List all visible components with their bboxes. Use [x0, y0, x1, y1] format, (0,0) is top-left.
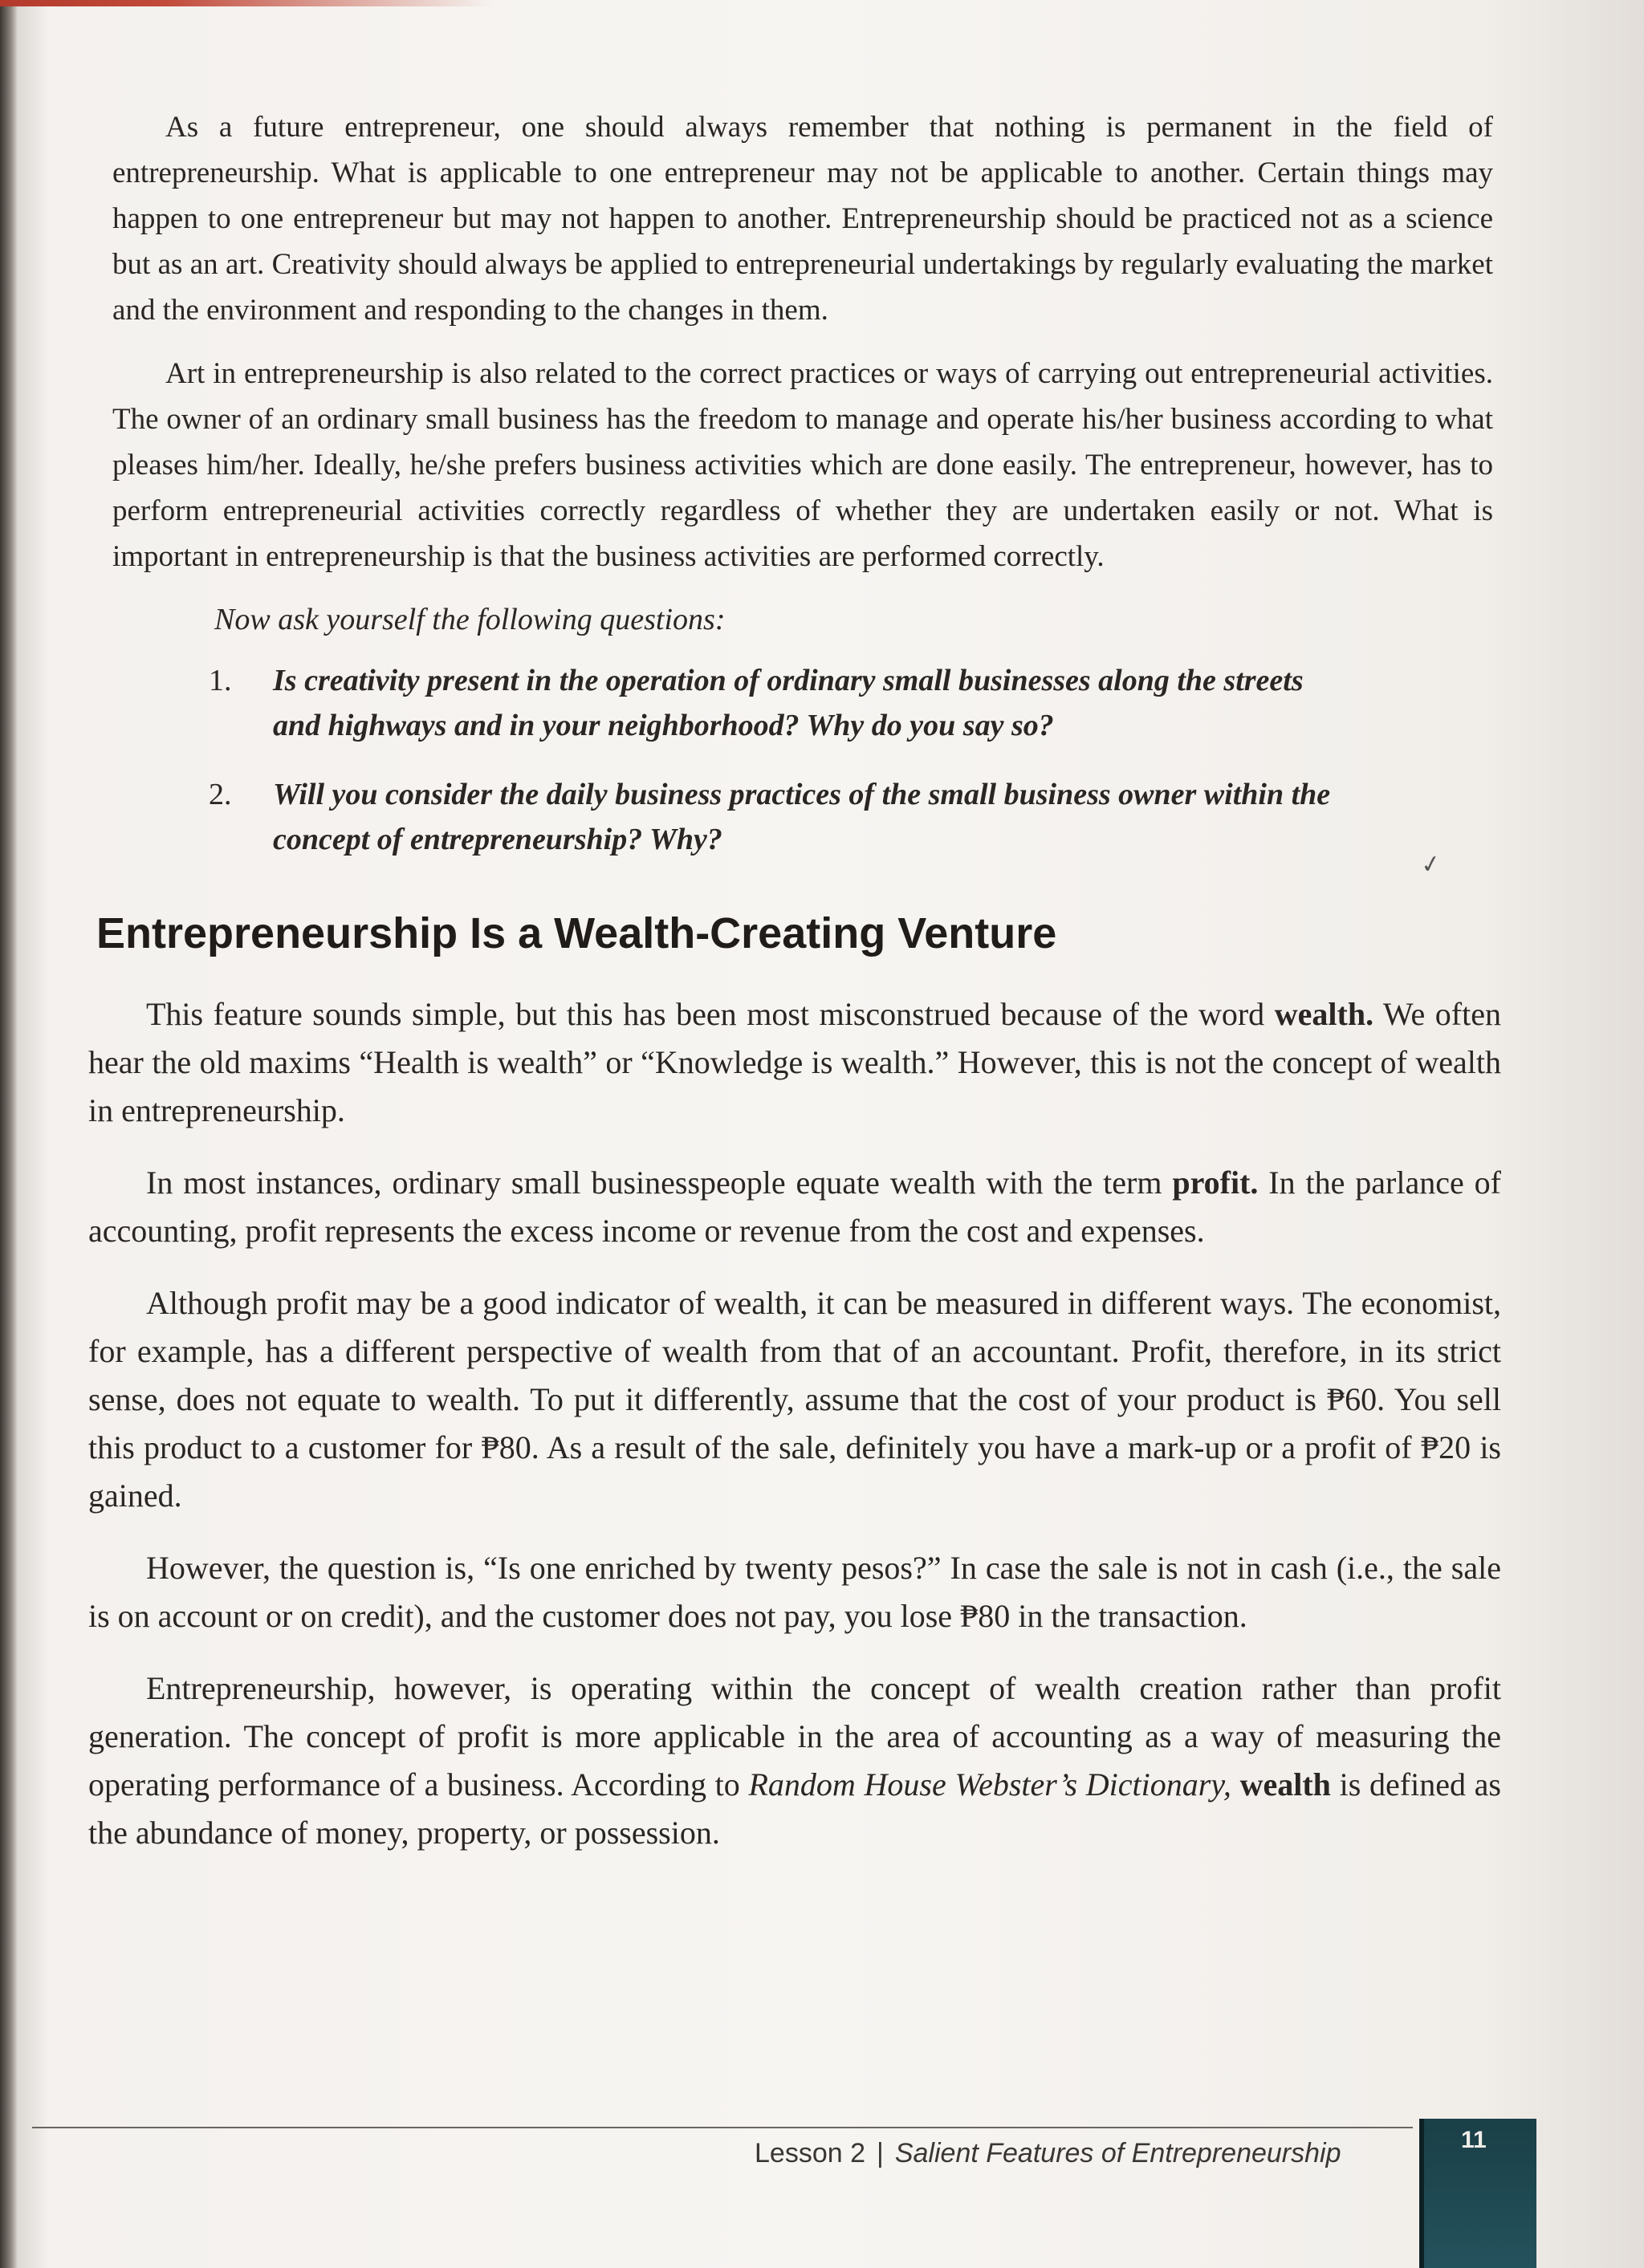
section-paragraph-4: However, the question is, “Is one enriched by twenty pesos?” In case the sale is not in cash (i.e., the sale is on account or on credit), and the customer does not pay, you lose ₱80 in the transaction.: [88, 1550, 1501, 1634]
text-span: Entrepreneurship, however, is operating within the concept of wealth creation rather than profit generation. The concept of profit is more applicable in the area of accounting as a way of measuring the operating performance of a business. According to: [88, 1670, 1501, 1803]
section-paragraph-5: [88, 1664, 1501, 1857]
bold-term: profit.: [1172, 1164, 1259, 1201]
question-item: [112, 772, 1493, 862]
bold-term: wealth.: [1274, 996, 1374, 1032]
binding-shadow: [0, 0, 18, 2268]
italic-citation: Random House Webster’s Dictionary,: [748, 1766, 1231, 1803]
bold-term: wealth: [1239, 1766, 1331, 1803]
pencil-check-mark-icon: ✓: [1418, 850, 1443, 880]
intro-paragraph-2: Art in entrepreneurship is also related to the correct practices or ways of carrying out entrepreneurial activities. The owner of an ordinary small business has the freedom to manage and operate his/her business according to what pleases him/her. Ideally, he/she prefers business activities which are done easily. The entrepreneur, however, has to perform entrepreneurial activities correctly regardless of whether they are undertaken easily or not. What is important in entrepreneurship is that the business activities are performed correctly.: [112, 357, 1493, 573]
body-text: [88, 104, 1501, 1881]
running-footer: [755, 2138, 1341, 2169]
footer-rule: [32, 2127, 1413, 2128]
intro-paragraph-1: As a future entrepreneur, one should always remember that nothing is permanent in the field of entrepreneurship. What is applicable to one entrepreneur may not be applicable to another. Certain things may happen to one entrepreneur but may not happen to another. Entrepreneurship should be practiced not as a science but as an art. Creativity should always be applied to entrepreneurial undertakings by regularly evaluating the market and the environment and responding to the changes in them.: [112, 111, 1493, 327]
question-text: Will you consider the daily business practices of the small business owner within the concept of entrepreneurship? Why?: [273, 778, 1331, 856]
question-number: 2.: [209, 778, 232, 811]
page-number: 11: [1461, 2127, 1487, 2153]
text-span: is defined as the abundance of money, property, or possession.: [88, 1766, 1501, 1851]
text-span: In most instances, ordinary small businesspeople equate wealth with the term: [146, 1164, 1173, 1201]
footer-lesson: Lesson 2: [755, 2138, 865, 2168]
text-span: In the parlance of accounting, profit represents the excess income or revenue from the cost and expenses.: [88, 1164, 1501, 1249]
question-number: 1.: [209, 664, 232, 697]
text-span: We often hear the old maxims “Health is wealth” or “Knowledge is wealth.” However, this is not the concept of wealth in entrepreneurship.: [88, 996, 1501, 1128]
text-span: This feature sounds simple, but this has been most misconstrued because of the word: [146, 996, 1275, 1032]
footer-title: Salient Features of Entrepreneurship: [894, 2138, 1341, 2168]
question-prompt: Now ask yourself the following questions:: [214, 603, 726, 636]
top-edge-accent: [0, 0, 1644, 6]
section-paragraph-3: Although profit may be a good indicator of wealth, it can be measured in different ways. The economist, for example, has a different perspective of wealth from that of an accountant. Profit, therefore, in its strict sense, does not equate to wealth. To put it differently, assume that the cost of your product is ₱60. You sell this product to a customer for ₱80. As a result of the sale, definitely you have a mark-up or a profit of ₱20 is gained.: [88, 1285, 1501, 1514]
section-heading: Entrepreneurship Is a Wealth-Creating Venture: [96, 909, 1057, 957]
question-text: Is creativity present in the operation of ordinary small businesses along the streets and highways and in your neighborhood? Why do you say so?: [273, 664, 1304, 742]
section-paragraph-1: [88, 990, 1501, 1135]
section-paragraph-2: [88, 1159, 1501, 1255]
footer-separator: |: [877, 2138, 884, 2168]
question-item: [112, 658, 1493, 748]
